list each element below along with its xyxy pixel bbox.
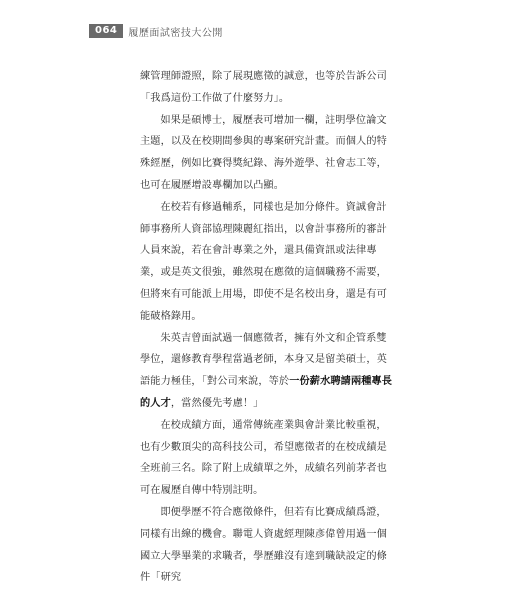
page-number: 064 [89, 24, 123, 38]
running-header [89, 24, 223, 38]
article-body [140, 66, 395, 589]
paragraph: 在校若有修過輔系，同樣也是加分條件。資誠會計師事務所人資部協理陳麗紅指出，以會計事務所的審計人員來說，若在會計專業之外，還具備資訊或法律專業，或是英文很強，雖然現在應徵的這個職務不需要，但將來有可能派上用場，即使不是名校出身，還是有可能破格錄用。 [140, 201, 387, 322]
paragraph-text: 朱英吉曾面試過一個應徵者，擁有外文和企管系雙學位，還修教育學程當過老師，本身又是留美碩士，英語能力極佳，「對公司來說，等於 [140, 332, 387, 388]
paragraph [140, 328, 395, 415]
paragraph: 練管理師證照，除了展現應徵的誠意，也等於告訴公司「我爲這份工作做了什麼努力」。 [140, 71, 387, 104]
emphasized-text: 一份薪水聘請兩種專長的人才 [140, 376, 393, 409]
paragraph: 在校成績方面，通常傳統產業與會計業比較重視，也有少數頂尖的高科技公司，希望應徵者的在校成績是全班前三名。除了附上成績單之外，成績名列前茅者也可在履歷自傳中特別註明。 [140, 419, 387, 497]
paragraph: 即便學歷不符合應徵條件，但若有比賽成績爲證，同樣有出線的機會。聯電人資處經理陳彥偉曾用過一個國立大學畢業的求職者，學歷雖沒有達到職缺設定的條件「研究 [140, 506, 387, 584]
paragraph: 如果是碩博士，履歷表可增加一欄，註明學位論文主題，以及在校期間參與的專案研究計畫。而個人的特殊經歷，例如比賽得獎紀錄、海外遊學、社會志工等，也可在履歷增設專欄加以凸顯。 [140, 114, 387, 191]
paragraph-text: ，當然優先考慮！」 [170, 397, 264, 409]
book-title: 履歷面試密技大公開 [128, 27, 223, 39]
